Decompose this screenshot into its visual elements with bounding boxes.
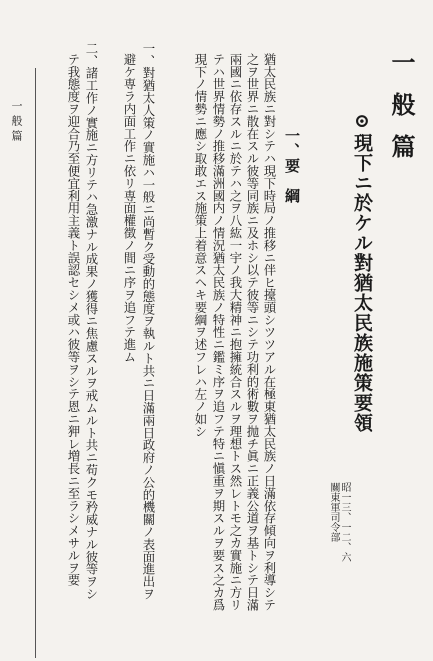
date-note-line-2: 關東軍司令部	[328, 482, 339, 542]
paragraph-1-line-1: 猶太民族ニ對シテハ現下時局ノ推移ニ伴ヒ擡頭シツツアル在極東猶太民族ノ日滿依存傾向ヲ利導シテ	[262, 53, 277, 611]
margin-label: 一般篇	[10, 100, 23, 145]
paragraph-1-line-4: テハ世界情勢ノ推移滿洲國内ノ情況猶太民族ノ特性ニ鑑ミ序ヲ追フテ特ニ愼重ヲ期スルヲ要ス之カ爲	[211, 53, 226, 611]
item-2-line-1: 二、諸工作ノ實施ニ方リテハ急激ナル成果ノ獲得ニ焦慮スルヲ戒ムルト共ニ苟クモ矜威ナル彼等ヲシ	[84, 42, 99, 600]
item-1-line-1: 一、對猶太人策ノ實施ハ一般ニ尚暫ク受動的態度ヲ執ルト共ニ日滿兩日政府ノ公的機關ノ表面進出ヲ	[141, 42, 156, 600]
section-title: 一般篇	[387, 50, 416, 176]
paragraph-1-line-2: 之ヲ世界ニ散在スル彼等同族ニ及ホシ以テ彼等ニシテ功利的術數ヲ抛チ眞ニ正義公道ヲ基トシテ日滿	[245, 53, 260, 611]
paragraph-1-line-3: 兩國ニ依存スルニ於テハ之ヲ八紘一宇ノ我大精神ニ抱擁統合スルヲ理想トス然レトモ之カ實施ニ方リ	[228, 53, 243, 611]
date-note-line-1: 昭一三、一二、六	[339, 482, 350, 562]
item-2-line-2: テ我態度ヲ迎合乃至便宜利用主義ト誤認セシメ或ハ彼等ヲシテ恩ニ狎レ増長ニ至ラシメサルヲ要	[66, 53, 81, 587]
heading: 一、要 綱	[283, 128, 301, 203]
margin-rule	[35, 68, 36, 658]
item-1-line-2: 避ケ専ラ内面工作ニ依リ専面權徴ノ間ニ序ヲ追フテ進ム	[122, 53, 137, 363]
paragraph-1-line-5: 現下ノ情勢ニ應シ取敢エス施策上着意スヘキ要綱ヲ述フレハ左ノ如シ	[193, 53, 208, 438]
document-title: ⊙現下ニ於ケル對猶太民族施策要領	[351, 110, 373, 433]
